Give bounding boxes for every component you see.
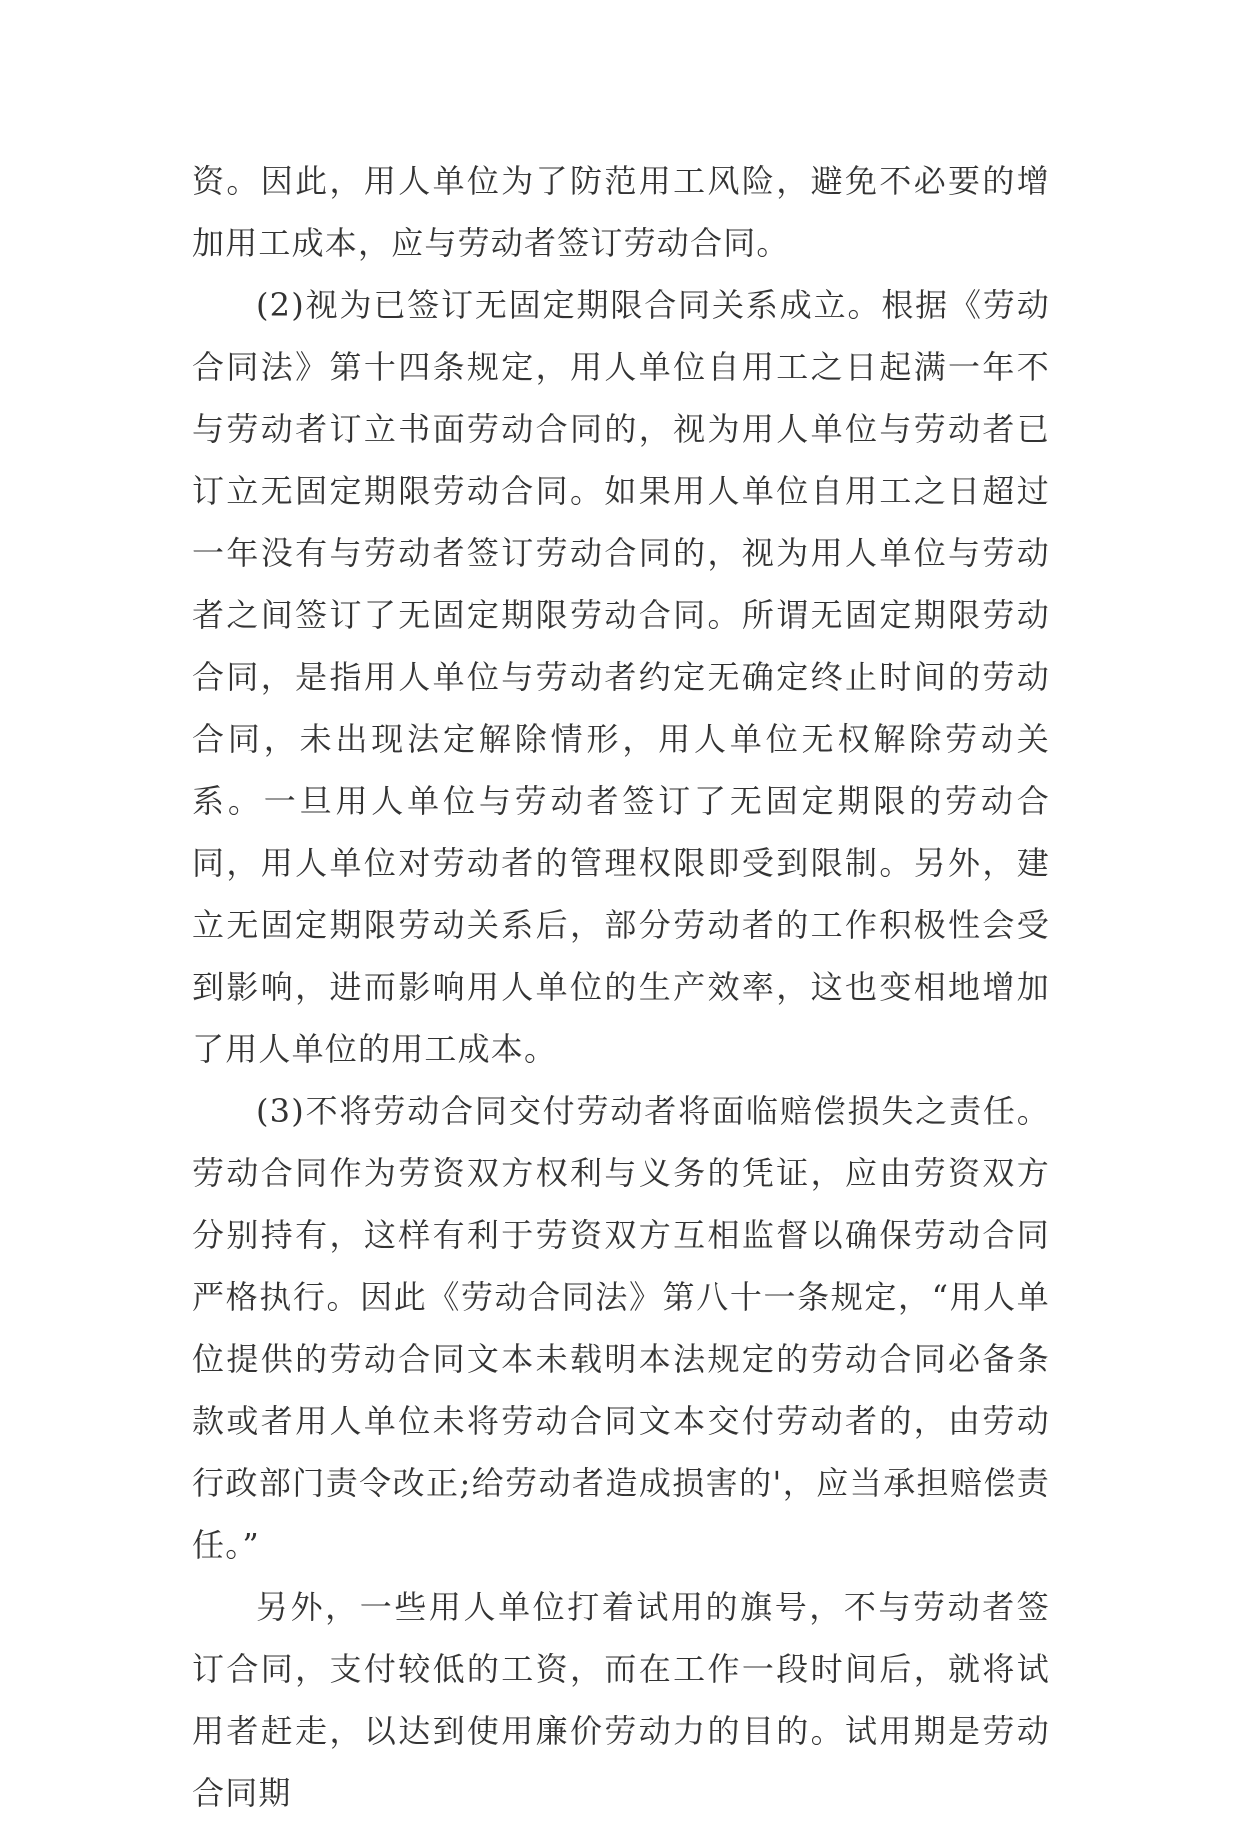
paragraph-additional: 另外，一些用人单位打着试用的旗号，不与劳动者签订合同，支付较低的工资，而在工作一段时间后，就将试用者赶走，以达到使用廉价劳动力的目的。试用期是劳动合同期 [192,1588,1050,1812]
document-body [192,150,1050,1824]
paragraph-item-2: (2)视为已签订无固定期限合同关系成立。根据《劳动合同法》第十四条规定，用人单位自用工之日起满一年不与劳动者订立书面劳动合同的，视为用人单位与劳动者已订立无固定期限劳动合同。如果用人单位自用工之日超过一年没有与劳动者签订劳动合同的，视为用人单位与劳动者之间签订了无固定期限劳动合同。所谓无固定期限劳动合同，是指用人单位与劳动者约定无确定终止时间的劳动合同，未出现法定解除情形，用人单位无权解除劳动关系。一旦用人单位与劳动者签订了无固定期限的劳动合同，用人单位对劳动者的管理权限即受到限制。另外，建立无固定期限劳动关系后，部分劳动者的工作积极性会受到影响，进而影响用人单位的生产效率，这也变相地增加了用人单位的用工成本。 [192,286,1050,1068]
paragraph-item-3: (3)不将劳动合同交付劳动者将面临赔偿损失之责任。劳动合同作为劳资双方权利与义务的凭证，应由劳资双方分别持有，这样有利于劳资双方互相监督以确保劳动合同严格执行。因此《劳动合同法》第八十一条规定，“用人单位提供的劳动合同文本未载明本法规定的劳动合同必备条款或者用人单位未将劳动合同文本交付劳动者的，由劳动行政部门责令改正;给劳动者造成损害的'，应当承担赔偿责任。” [192,1092,1050,1564]
paragraph-continuation: 资。因此，用人单位为了防范用工风险，避免不必要的增加用工成本，应与劳动者签订劳动合同。 [192,162,1050,262]
